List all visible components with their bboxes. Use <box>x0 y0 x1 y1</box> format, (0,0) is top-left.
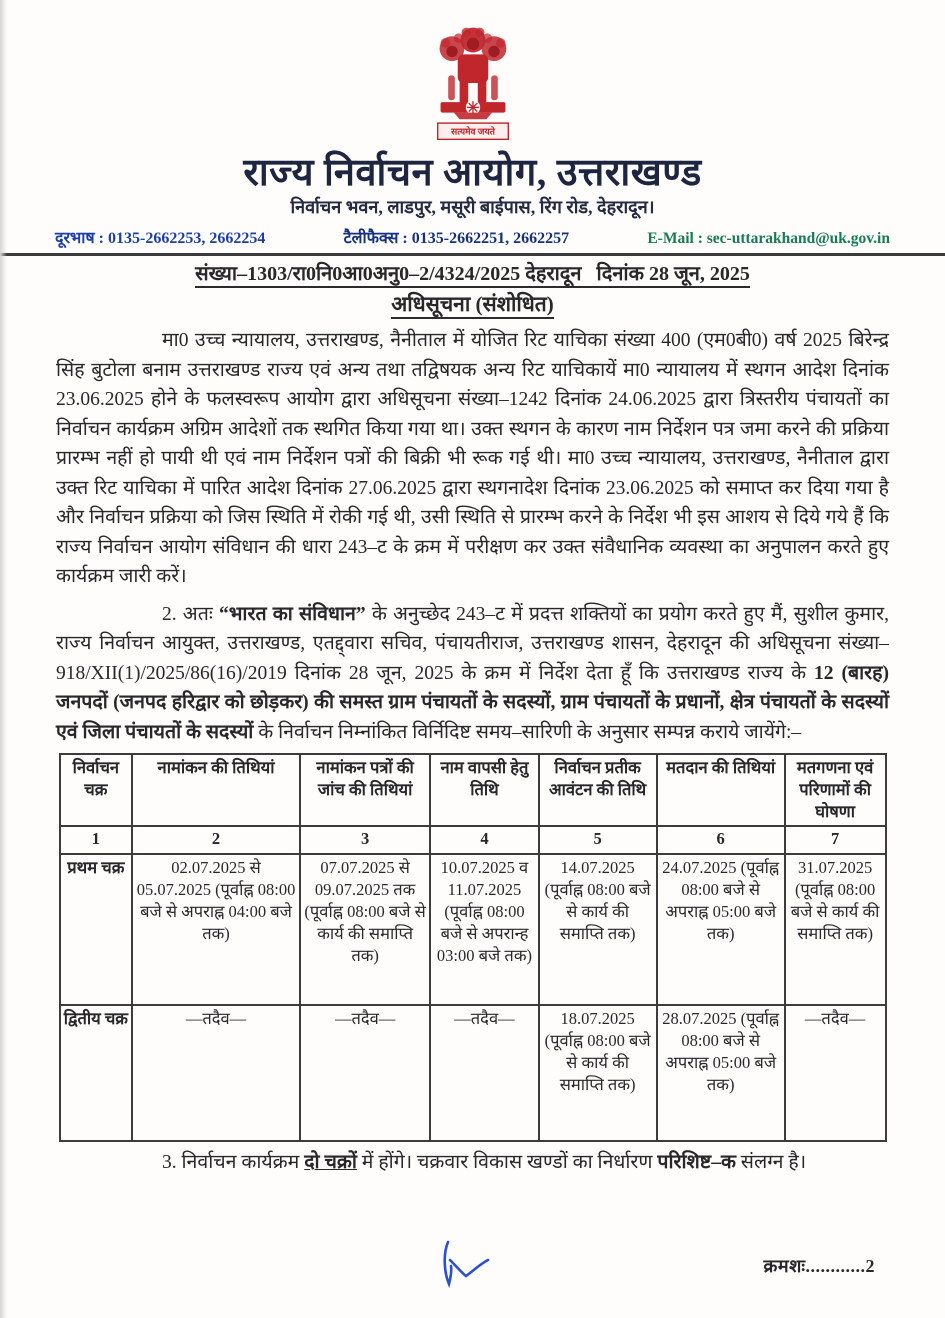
table-cell: 10.07.2025 व 11.07.2025 (पूर्वाह्न 08:00 बजे से अपरान्ह 03:00 बजे तक) <box>430 854 538 1005</box>
header-symbol-allotment-date: निर्वाचन प्रतीक आवंटन की तिथि <box>539 754 657 826</box>
contact-row <box>0 219 945 251</box>
paragraph-2: 2. अतः “भारत का संविधान” के अनुच्छेद 243–ट में प्रदत्त शक्तियों का प्रयोग करते हुए मैं, सुशील कुमार, राज्य निर्वाचन आयुक्त, उत्तराखण्ड, एतद्द्वारा सचिव, पंचायतीराज, उत्तराखण्ड शासन, देहरादून की अधिसूचना संख्या–918/XII(1)/2025/86(16)/2019 दिनांक 28 जून, 2025 के क्रम में निर्देश देता हूँ कि उत्तराखण्ड राज्य के 12 (बारह) जनपदों (जनपद हरिद्वार को छोड़कर) की समस्त ग्राम पंचायतों के सदस्यों, ग्राम पंचायतों के प्रधानों, क्षेत्र पंचायतों के सदस्यों एवं जिला पंचायतों के सदस्यों के निर्वाचन निम्नांकित विर्निदिष्ट समय–सारिणी के अनुसार सम्पन्न कराये जायेंगे:– <box>56 603 889 743</box>
reference-text: संख्या–1303/रा0नि0आ0अनु0–2/4324/2025 देहरादून दिनांक 28 जून, 2025 <box>195 263 750 288</box>
org-name: राज्य निर्वाचन आयोग, उत्तराखण्ड <box>243 152 702 194</box>
table-cell: 02.07.2025 से 05.07.2025 (पूर्वाह्न 08:00 बजे से अपराह्न 04:00 बजे तक) <box>132 854 300 1005</box>
column-number-row: 1 2 3 4 5 6 7 <box>60 826 886 854</box>
signature-mark <box>438 1238 504 1296</box>
notification-title: अधिसूचना (संशोधित) <box>0 291 945 318</box>
table-header-row <box>60 754 886 826</box>
table-cell: ––तदैव–– <box>430 1005 538 1141</box>
cycle-name: प्रथम चक्र <box>60 854 133 1005</box>
table-cell: 14.07.2025 (पूर्वाह्न 08:00 बजे से कार्य की समाप्ति तक) <box>539 854 657 1005</box>
header-polling-dates: मतदान की तिथियां <box>657 754 785 826</box>
table-cell: 07.07.2025 से 09.07.2025 तक (पूर्वाह्न 08:00 बजे से कार्य की समाप्ति तक) <box>300 854 431 1005</box>
header-scrutiny-dates: नामांकन पत्रों की जांच की तिथियां <box>300 754 431 826</box>
org-address: निर्वाचन भवन, लाडपुर, मसूरी बाईपास, रिंग रोड, देहरादून। <box>290 197 655 217</box>
reference-line <box>0 261 945 287</box>
email-address: E-Mail : sec-uttarakhand@uk.gov.in <box>647 230 890 247</box>
header-withdrawal-date: नाम वापसी हेतु तिथि <box>430 754 538 826</box>
paragraph-1: मा0 उच्च न्यायालय, उत्तराखण्ड, नैनीताल में योजित रिट याचिका संख्या 400 (एम0बी0) वर्ष 2025 बिरेन्द्र सिंह बुटोला बनाम उत्तराखण्ड राज्य एवं अन्य तथा तद्विषयक अन्य रिट याचिकायें मा0 न्यायालय में स्थगन आदेश दिनांक 23.06.2025 होने के फलस्वरूप आयोग द्वारा अधिसूचना संख्या–1242 दिनांक 24.06.2025 द्वारा त्रिस्तरीय पंचायतों का निर्वाचन कार्यक्रम अग्रिम आदेशों तक स्थगित किया गया था। उक्त स्थगन के कारण नाम निर्देशन पत्र जमा करने की प्रक्रिया प्रारम्भ नहीं हो पायी थी एवं नाम निर्देशन पत्रों की बिक्री भी रूक गई थी। मा0 उच्च न्यायालय, उत्तराखण्ड, नैनीताल द्वारा उक्त रिट याचिका में पारित आदेश दिनांक 27.06.2025 द्वारा स्थगनादेश दिनांक 23.06.2025 को समाप्त कर दिया गया है और निर्वाचन प्रक्रिया को जिस स्थिति में रोकी गई थी, उसी स्थिति से प्रारम्भ करने के निर्देश भी इस आशय से दिये गये हैं कि राज्य निर्वाचन आयोग संविधान की धारा 243–ट के क्रम में परीक्षण कर उक्त संवैधानिक व्यवस्था का अनुपालन करते हुए कार्यक्रम जारी करें। <box>56 330 889 587</box>
header-election-cycle: निर्वाचन चक्र <box>60 754 133 826</box>
emblem-block <box>0 0 945 151</box>
ashoka-emblem-icon <box>425 20 521 146</box>
table-cell: 31.07.2025 (पूर्वाह्न 08:00 बजे से कार्य की समाप्ति तक) <box>785 854 886 1005</box>
motto-text: सत्यमेव जयते <box>450 126 495 137</box>
table-cell: ––तदैव–– <box>132 1005 300 1141</box>
fax-number: टैलीफैक्स : 0135-2662251, 2662257 <box>343 230 570 247</box>
header-divider <box>0 253 945 256</box>
header-nomination-dates: नामांकन की तिथियां <box>132 754 300 826</box>
table-cell: 18.07.2025 (पूर्वाह्न 08:00 बजे से कार्य की समाप्ति तक) <box>539 1005 657 1141</box>
paragraph-3: 3. निर्वाचन कार्यक्रम दो चक्रों में होंगे। चक्रवार विकास खण्डों का निर्धारण परिशिष्ट–क संलग्न है। <box>162 1152 807 1173</box>
table-row-first-cycle <box>60 854 886 1005</box>
table-row-second-cycle <box>60 1005 886 1141</box>
continuation-note: क्रमशः............2 <box>763 1256 875 1276</box>
table-cell: ––तदैव–– <box>785 1005 886 1141</box>
election-schedule-table <box>59 753 887 1142</box>
document-body <box>0 326 945 747</box>
phone-number: दूरभाष : 0135-2662253, 2662254 <box>55 230 266 247</box>
table-cell: 24.07.2025 (पूर्वाह्न 08:00 बजे से अपराह्न 05:00 बजे तक) <box>657 854 785 1005</box>
header-counting-results: मतगणना एवं परिणामों की घोषणा <box>785 754 886 826</box>
table-cell: ––तदैव–– <box>300 1005 431 1141</box>
cycle-name: द्वितीय चक्र <box>60 1005 133 1141</box>
table-cell: 28.07.2025 (पूर्वाह्न 08:00 बजे से अपराह्न 05:00 बजे तक) <box>657 1005 785 1141</box>
